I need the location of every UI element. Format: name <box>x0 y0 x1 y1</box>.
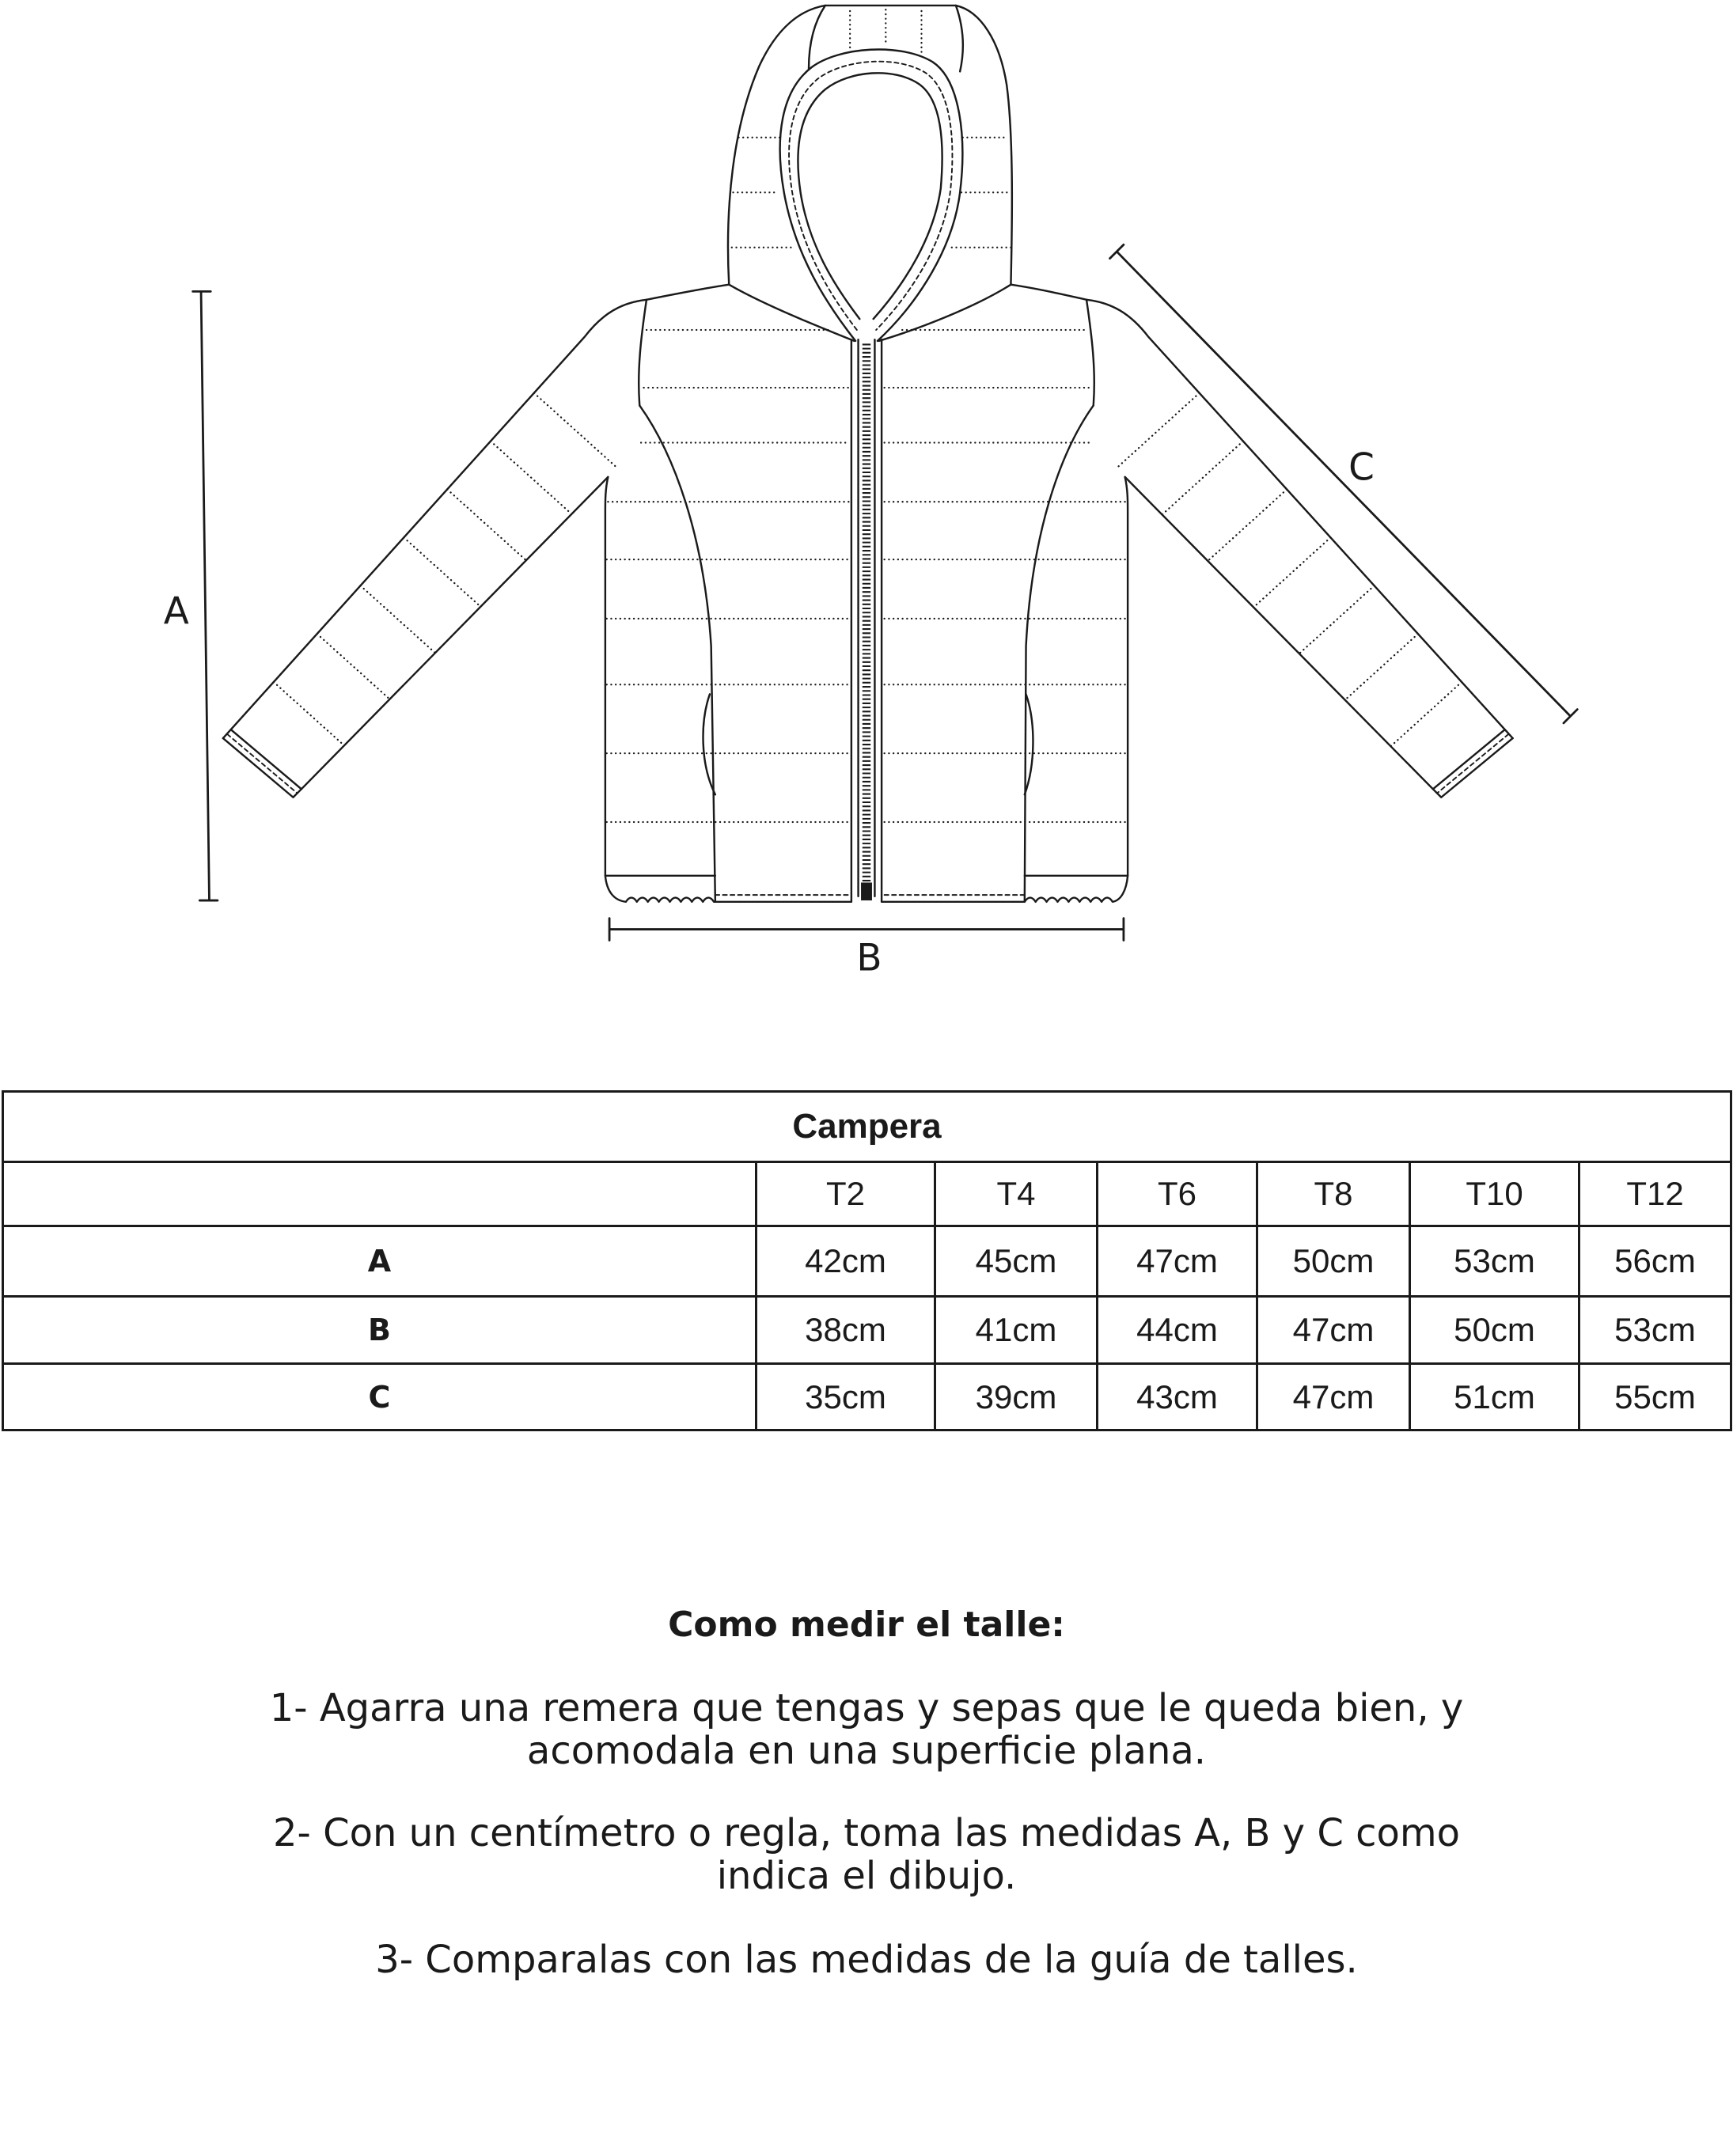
step-line: acomodala en una superficie plana. <box>526 1729 1207 1773</box>
measure-cell: 44cm <box>1098 1297 1257 1364</box>
left-cuff-stitching <box>227 734 298 794</box>
row-label: C <box>3 1364 757 1430</box>
measure-cell: 45cm <box>935 1226 1098 1297</box>
left-sleeve-quilting-lines <box>274 393 617 745</box>
shoulder-seams <box>647 285 1086 300</box>
step-line: 2- Con un centímetro o regla, toma las medidas A, B y C como <box>273 1811 1460 1855</box>
measure-cell: 41cm <box>935 1297 1098 1364</box>
header-blank-cell <box>3 1162 757 1226</box>
measure-line-a <box>193 291 218 900</box>
right-sleeve-outline <box>1086 300 1513 790</box>
size-header: T6 <box>1098 1162 1257 1226</box>
zipper <box>851 339 882 902</box>
measure-line-c <box>1110 244 1578 723</box>
measure-cell: 42cm <box>757 1226 935 1297</box>
measure-cell: 47cm <box>1257 1297 1410 1364</box>
table-row <box>3 1364 1731 1430</box>
measure-label-a: A <box>163 589 189 634</box>
table-row <box>3 1226 1731 1297</box>
measurements <box>193 244 1578 940</box>
neckline <box>729 285 1011 341</box>
measure-cell: 38cm <box>757 1297 935 1364</box>
step-line: 3- Comparalas con las medidas de la guía de talles. <box>375 1938 1358 1982</box>
measure-label-b: B <box>856 936 882 980</box>
hood <box>728 6 1012 341</box>
measure-cell: 47cm <box>1098 1226 1257 1297</box>
measure-cell: 56cm <box>1579 1226 1731 1297</box>
measure-cell: 50cm <box>1257 1226 1410 1297</box>
right-sleeve <box>1086 300 1513 798</box>
right-sleeve-quilting-lines <box>1117 393 1462 746</box>
step-line: indica el dibujo. <box>716 1854 1017 1898</box>
measure-cell: 53cm <box>1410 1226 1579 1297</box>
measure-cell: 50cm <box>1410 1297 1579 1364</box>
size-header: T10 <box>1410 1162 1579 1226</box>
measure-cell: 39cm <box>935 1364 1098 1430</box>
measure-label-c: C <box>1348 445 1375 490</box>
size-header: T2 <box>757 1162 935 1226</box>
left-sleeve <box>223 300 647 798</box>
zipper-pull <box>861 882 872 900</box>
row-label: B <box>3 1297 757 1364</box>
body-side-seams <box>605 477 1128 876</box>
size-header: T8 <box>1257 1162 1410 1226</box>
table-row <box>3 1297 1731 1364</box>
hood-quilting-lines <box>732 9 1011 248</box>
instructions-title <box>0 1604 1733 1646</box>
step-line: 1- Agarra una remera que tengas y sepas que le queda bien, y <box>269 1686 1464 1730</box>
left-sleeve-outline <box>223 300 647 790</box>
row-label: A <box>3 1226 757 1297</box>
size-header: T12 <box>1579 1162 1731 1226</box>
hood-panel-seams <box>809 6 963 71</box>
table-header-row <box>3 1162 1731 1226</box>
hood-outline <box>728 6 1012 285</box>
table-title-row <box>3 1092 1731 1162</box>
instruction-step-3 <box>0 1938 1733 1981</box>
jacket-drawing <box>223 6 1513 902</box>
measure-cell: 53cm <box>1579 1297 1731 1364</box>
measure-cell: 47cm <box>1257 1364 1410 1430</box>
measure-cell: 35cm <box>757 1364 935 1430</box>
hood-opening-edge <box>780 49 963 340</box>
table-title: Campera <box>3 1092 1731 1162</box>
measure-cell: 43cm <box>1098 1364 1257 1430</box>
size-header: T4 <box>935 1162 1098 1226</box>
instructions-title-text: Como medir el talle: <box>668 1605 1065 1645</box>
right-cuff-stitching <box>1437 734 1508 794</box>
jacket-size-diagram <box>0 0 1733 990</box>
size-table <box>2 1090 1732 1431</box>
instruction-step-2 <box>0 1812 1733 1897</box>
measure-cell: 51cm <box>1410 1364 1579 1430</box>
instruction-step-1 <box>0 1687 1733 1772</box>
measure-cell: 55cm <box>1579 1364 1731 1430</box>
